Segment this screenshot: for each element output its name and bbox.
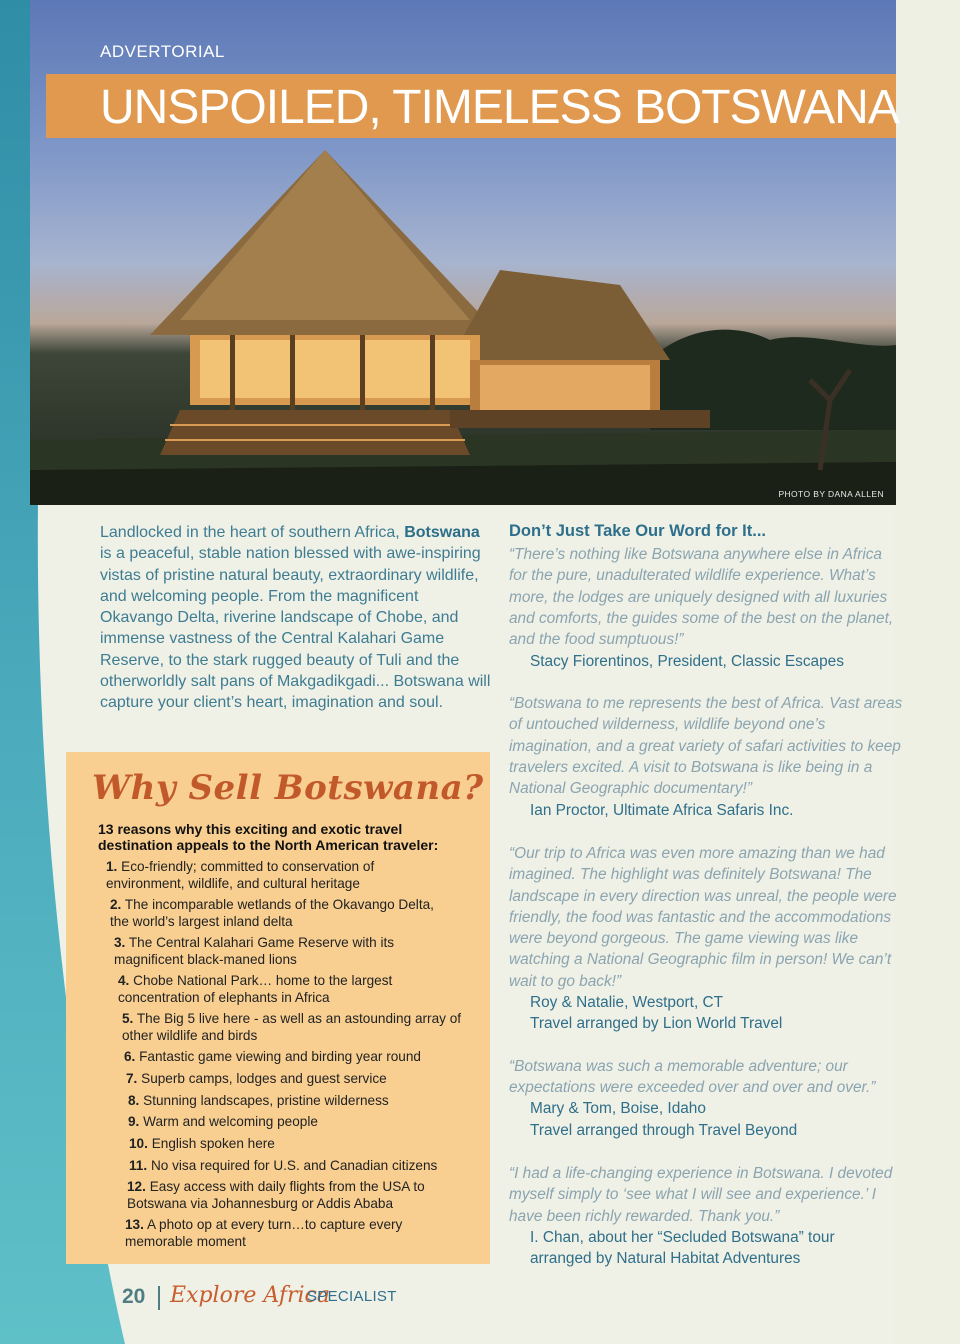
reason-text: Fantastic game viewing and birding year round [139,1049,421,1064]
reason-item [129,1158,474,1175]
testimonial-quote: “Our trip to Africa was even more amazing than we had imagined. The highlight was definitely Botswana! The landscape in every direction was unreal, the people were friendly, the food was fantastic and the accommodations were beyond gorgeous. The game viewing was like watching a National Geographic film in person! We can’t wait to go back!” [509,845,897,990]
reason-text: A photo op at every turn…to capture every memorable moment [125,1217,403,1249]
magazine-brand: Explore Africa [170,1283,330,1308]
testimonial-attribution: Mary & Tom, Boise, Idaho [530,1100,706,1117]
reason-number: 10. [129,1136,148,1151]
reason-text: The Big 5 live here - as well as an astounding array of other wildlife and birds [122,1011,462,1043]
reason-item [124,1049,469,1066]
reason-number: 9. [128,1114,140,1129]
reason-item [128,1093,473,1110]
reason-item [128,1114,473,1131]
intro-highlight: Botswana [404,524,480,541]
footer-divider [158,1286,160,1310]
magazine-suffix: SPECIALIST [307,1288,397,1305]
testimonials-heading: Don’t Just Take Our Word for It... [509,522,766,540]
reason-text: English spoken here [151,1136,275,1151]
reason-text: Eco-friendly; committed to conservation of environment, wildlife, and cultural heritage [106,859,375,891]
why-sell-subtitle: 13 reasons why this exciting and exotic travel destination appeals to the North American traveler: [98,821,439,853]
reason-number: 8. [128,1093,140,1108]
reason-text: The Central Kalahari Game Reserve with its magnificent black-maned lions [114,935,395,967]
reason-item [110,897,455,930]
reason-number: 6. [124,1049,136,1064]
reason-number: 3. [114,935,126,950]
testimonial-attribution: I. Chan, about her “Secluded Botswana” tour arranged by Natural Habitat Adventures [530,1229,835,1268]
testimonial-attribution: Ian Proctor, Ultimate Africa Safaris Inc. [530,802,794,819]
page-number: 20 [122,1285,146,1308]
testimonial-attribution: Roy & Natalie, Westport, CT [530,994,724,1011]
section-label: ADVERTORIAL [100,42,225,61]
intro-line1: Landlocked in the heart of southern Africa, [100,524,400,541]
why-sell-title: Why Sell Botswana? [92,768,484,808]
reason-item [126,1071,471,1088]
reason-item [129,1136,474,1153]
testimonial-attribution: Travel arranged by Lion World Travel [530,1015,783,1032]
testimonial-attribution: Stacy Fiorentinos, President, Classic Escapes [530,653,844,670]
photo-credit: PHOTO BY DANA ALLEN [778,489,884,499]
reason-text: Superb camps, lodges and guest service [141,1071,387,1086]
testimonial-quote: “I had a life-changing experience in Botswana. I devoted myself simply to ‘see what I will see and experience.’ I have been richly rewarded. Thank you.” [509,1165,893,1225]
reason-text: Chobe National Park… home to the largest concentration of elephants in Africa [118,973,393,1005]
intro-paragraph [100,522,492,714]
reason-item [106,859,436,892]
reason-item [118,973,438,1006]
reason-item [122,1011,467,1044]
reason-item [114,935,439,968]
testimonial-quote: “There’s nothing like Botswana anywhere else in Africa for the pure, unadulterated wildlife experience. What’s more, the lodges are uniquely designed with all luxuries and comforts, the guides some of the best on the planet, and the food sumptuous!” [509,546,894,649]
reason-number: 7. [126,1071,138,1086]
reason-item [127,1179,457,1212]
reason-number: 11. [129,1158,148,1173]
reason-text: Stunning landscapes, pristine wilderness [143,1093,389,1108]
reason-text: Warm and welcoming people [143,1114,318,1129]
reason-item [125,1217,435,1250]
reason-text: The incomparable wetlands of the Okavango Delta, the world’s largest inland delta [110,897,434,929]
reason-number: 2. [110,897,122,912]
reason-number: 13. [125,1217,144,1232]
page-title: UNSPOILED, TIMELESS BOTSWANA [100,81,899,134]
reason-number: 5. [122,1011,134,1026]
reason-number: 12. [127,1179,146,1194]
reason-text: No visa required for U.S. and Canadian citizens [150,1158,438,1173]
testimonial-quote: “Botswana was such a memorable adventure; our expectations were exceeded over and over and over.” [509,1058,876,1097]
intro-body: is a peaceful, stable nation blessed with awe-inspiring vistas of pristine natural beauty, extraordinary wildlife, and welcoming people. From the magnificent Okavango Delta, riverine landscape of Chobe, and immense vastness of the Central Kalahari Game Reserve, to the stark rugged beauty of Tuli and the otherworldly salt pans of Makgadikgadi... Botswana will capture your client’s heart, imagination and soul. [100,545,491,712]
reason-text: Easy access with daily flights from the USA to Botswana via Johannesburg or Addis Ababa [127,1179,425,1211]
testimonial-quote: “Botswana to me represents the best of Africa. Vast areas of untouched wilderness, wildlife beyond one’s imagination, and a great variety of safari activities to keep travelers excited. A visit to Botswana is like being in a National Geographic documentary!” [509,695,903,798]
testimonial-attribution: Travel arranged through Travel Beyond [530,1122,798,1139]
reason-number: 1. [106,859,118,874]
reason-number: 4. [118,973,130,988]
